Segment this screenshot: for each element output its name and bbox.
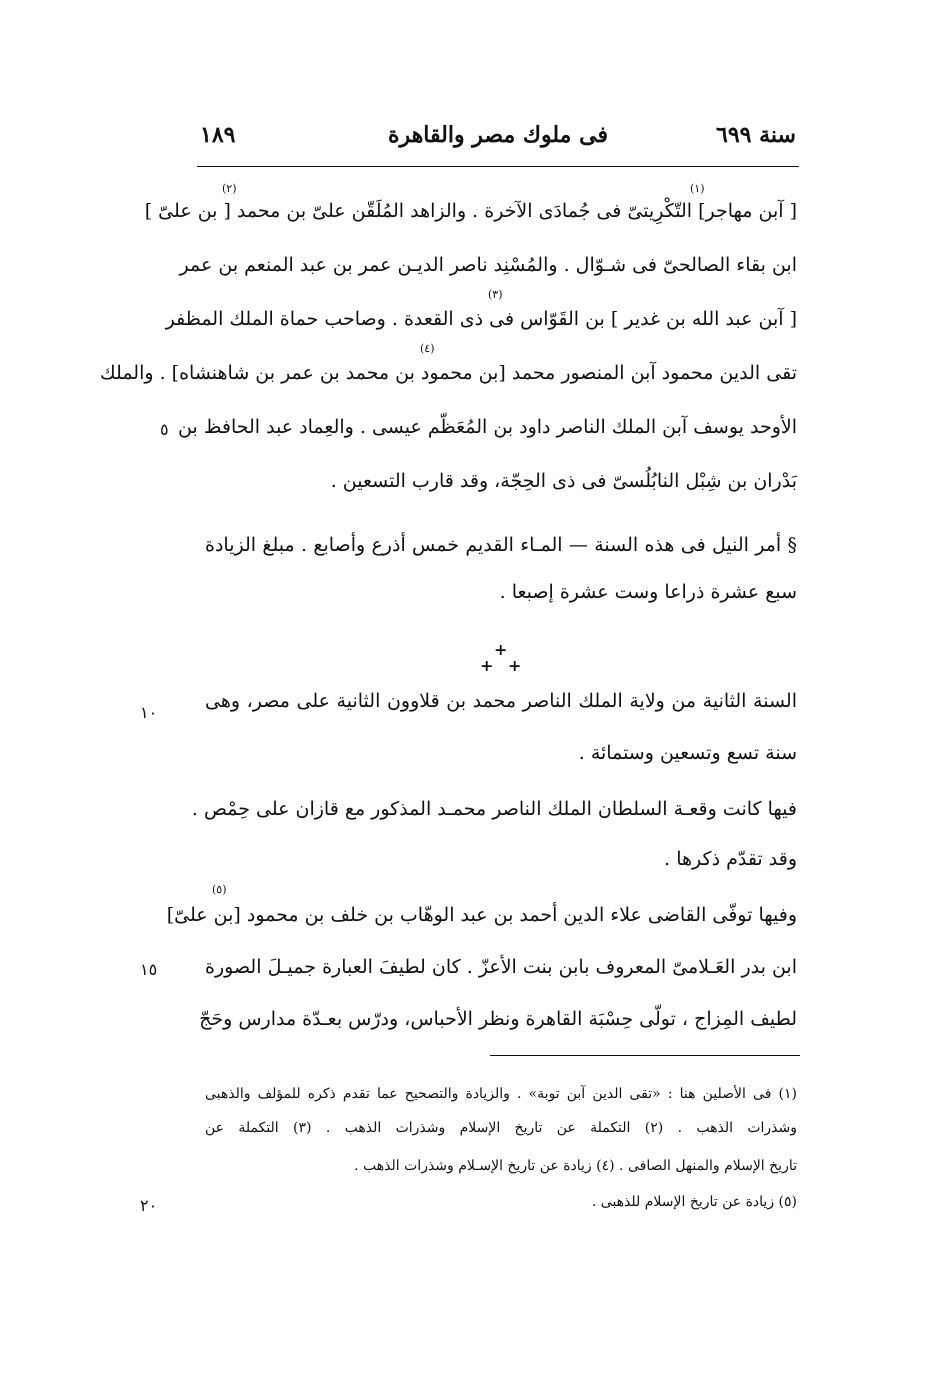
body-line: لطيف المِزاج ، تولّى حِسْبَة القاهرة ونظر الأحباس، ودرّس بعـدّة مدارس وحَجّ [199,1008,797,1030]
body-line: وفيها توفّى القاضى علاء الدين أحمد بن عبد الوهّاب بن خلف بن محمود [بن علىّ] [166,904,797,926]
margin-line-number: ٥ [160,420,169,439]
section-ornament [470,640,530,676]
header-year: سنة ٦٩٩ [716,122,796,148]
margin-line-number: ٢٠ [140,1196,158,1215]
body-line: بَدْران بن شِبْل النابُلُسىّ فى ذى الحِجّة، وقد قارب التسعين . [330,470,797,492]
header-title: فى ملوك مصر والقاهرة [388,122,608,148]
footnote-marker: (٥) [212,883,227,896]
ornament-mark: + [508,656,522,675]
body-line: تقى الدين محمود آبن المنصور محمد [بن محمود بن محمد بن عمر بن شاهنشاه] . والملك [100,362,797,384]
footnote-marker: (٤) [420,342,435,355]
header-rule [197,166,799,167]
body-line: الأوحد يوسف آبن الملك الناصر داود بن المُعَظّم عيسى . والعِماد عبد الحافظ بن [178,416,797,438]
footnote-line: وشذرات الذهب . (٢) التكملة عن تاريخ الإسلام وشذرات الذهب . (٣) التكملة عن [205,1120,798,1136]
footnote-marker: (١) [690,182,705,195]
body-line: ابن بدر العَـلامىّ المعروف بابن بنت الأعزّ . كان لطيفَ العبارة جميـلَ الصورة [205,956,797,978]
margin-line-number: ١٥ [140,960,158,979]
body-line: ابن بقاء الصالحىّ فى شـوّال . والمُسْنِد ناصر الديـن عمر بن عبد المنعم بن عمر [179,254,797,276]
footnote-marker: (٢) [222,182,237,195]
body-line: سنة تسع وتسعين وستمائة . [578,742,797,764]
body-line: [ آبن مهاجر] التّكْرِيتىّ فى جُمادَى الآخرة . والزاهد المُلَقّن علىّ بن محمد [ بن علىّ ] [144,200,797,222]
footnote-line: (١) فى الأصلين هنا : «تقى الدين آبن توبة» . والزيادة والتصحيح عما تقدم ذكره للمؤلف والذهبى [205,1086,797,1102]
body-line: وقد تقدّم ذكرها . [664,848,797,870]
footnote-line: تاريخ الإسلام والمنهل الصافى . (٤) زيادة عن تاريخ الإسـلام وشذرات الذهب . [354,1158,797,1174]
footnote-marker: (٣) [488,288,503,301]
running-header [200,122,796,162]
page-number: ١٨٩ [200,122,236,148]
ornament-mark: + [480,656,494,675]
ornament-mark: + [494,640,508,659]
footnote-line: (٥) زيادة عن تاريخ الإسلام للذهبى . [591,1194,797,1210]
body-line: السنة الثانية من ولاية الملك الناصر محمد بن قلاوون الثانية على مصر، وهى [205,690,797,712]
body-line: فيها كانت وقعـة السلطان الملك الناصر محمـد المذكور مع قازان على حِمْص . [191,798,797,820]
body-line: سبع عشرة ذراعا وست عشرة إصبعا . [499,581,797,603]
margin-line-number: ١٠ [140,703,158,722]
body-line: § أمر النيل فى هذه السنة — المـاء القديم خمس أذرع وأصابع . مبلغ الزيادة [205,534,797,556]
body-line: [ آبن عبد الله بن غدير ] بن القَوّاس فى ذى القعدة . وصاحب حماة الملك المظفر [165,308,797,330]
footnote-rule [490,1055,800,1056]
